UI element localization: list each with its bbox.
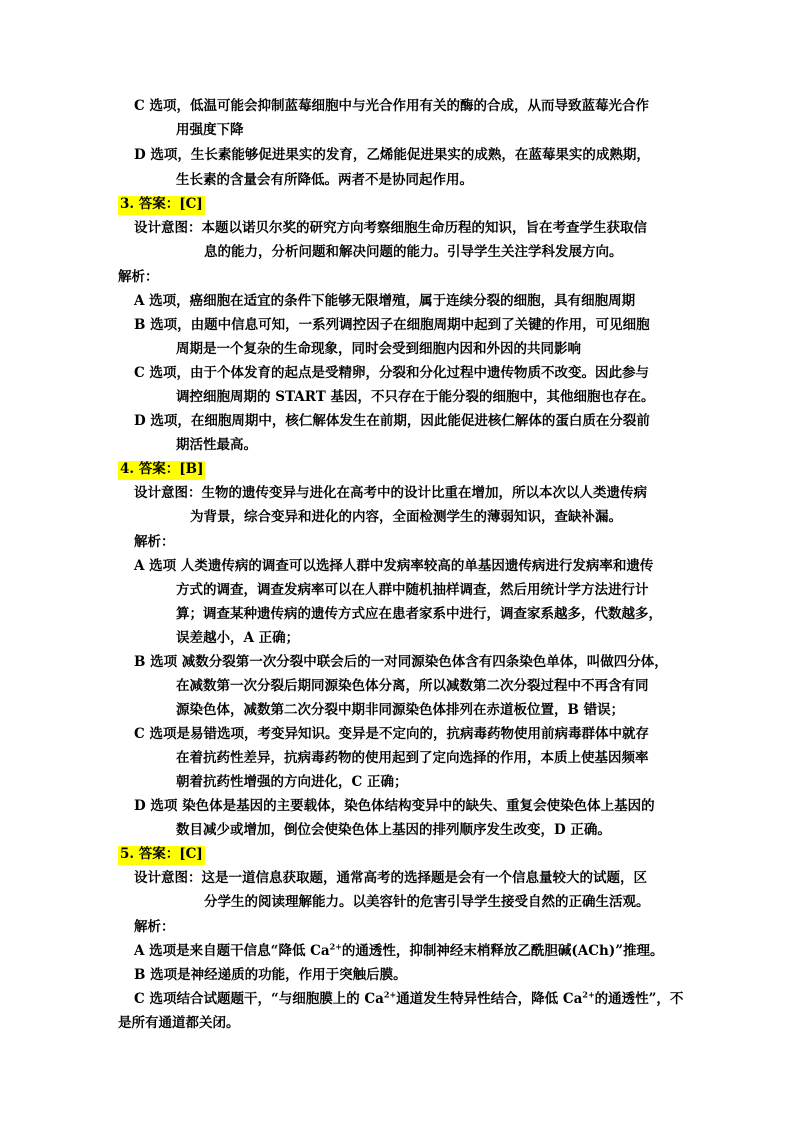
q3-analysis-label: 解析： xyxy=(118,269,159,285)
option-c-line2: 用强度下降 xyxy=(176,122,244,138)
q5-option-c-sup2: 2+ xyxy=(582,989,595,1000)
q4-option-b-line2: 在减数第一次分裂后期同源染色体分离，所以减数第二次分裂过程中不再含有同 xyxy=(176,678,649,694)
q5-option-c-part3: 的通透性”，不 xyxy=(594,991,684,1007)
option-d-line2: 生长素的含量会有所降低。两者不是协同起作用。 xyxy=(176,172,473,188)
q3-option-b-line2: 周期是一个复杂的生命现象，同时会受到细胞内因和外因的共同影响 xyxy=(176,341,581,357)
q4-option-a-line3: 算；调查某种遗传病的遗传方式应在患者家系中进行，调查家系越多，代数越多， xyxy=(176,606,662,622)
q5-answer: 5. 答案：[C] xyxy=(118,846,205,865)
q4-option-a-line1: A 选项 人类遗传病的调查可以选择人群中发病率较高的单基因遗传病进行发病率和遗传 xyxy=(134,558,654,574)
q5-design-line2: 分学生的阅读理解能力。以美容针的危害引导学生接受自然的正确生活观。 xyxy=(204,894,650,910)
q5-option-c-part2: 通道发生特异性结合，降低 Ca xyxy=(396,991,583,1007)
q3-answer: 3. 答案：[C] xyxy=(118,196,205,215)
q5-design-line1: 设计意图：这是一道信息获取题，通常高考的选择题是会有一个信息量较大的试题，区 xyxy=(134,870,647,886)
q3-option-d-line1: D 选项，在细胞周期中，核仁解体发生在前期，因此能促进核仁解体的蛋白质在分裂前 xyxy=(134,413,650,429)
q5-option-c-line2: 是所有通道都关闭。 xyxy=(118,1015,240,1031)
q5-option-c-line1 xyxy=(134,989,684,1007)
q5-option-c-sup1: 2+ xyxy=(383,989,397,1000)
q3-option-b-line1: B 选项，由题中信息可知，一系列调控因子在细胞周期中起到了关键的作用，可见细胞 xyxy=(134,317,650,333)
q5-option-b: B 选项是神经递质的功能，作用于突触后膜。 xyxy=(134,967,407,983)
q5-analysis-label: 解析： xyxy=(134,919,175,935)
q4-design-line1: 设计意图：生物的遗传变异与进化在高考中的设计比重在增加，所以本次以人类遗传病 xyxy=(134,485,647,501)
option-d-line1: D 选项，生长素能够促进果实的发育，乙烯能促进果实的成熟，在蓝莓果实的成熟期， xyxy=(134,147,650,163)
q4-option-d-line1: D 选项 染色体是基因的主要载体，染色体结构变异中的缺失、重复会使染色体上基因的 xyxy=(134,798,655,814)
q3-option-d-line2: 期活性最高。 xyxy=(176,437,257,453)
q4-option-a-line2: 方式的调查，调查发病率可以在人群中随机抽样调查，然后用统计学方法进行计 xyxy=(176,582,649,598)
q5-option-a-after: 的通透性，抑制神经末梢释放乙酰胆碱(ACh)”推理。 xyxy=(341,943,664,959)
q4-analysis-label: 解析： xyxy=(134,534,175,550)
q4-option-a-line4: 误差越小，A 正确； xyxy=(176,630,300,646)
option-c-line1: C 选项，低温可能会抑制蓝莓细胞中与光合作用有关的酶的合成，从而导致蓝莓光合作 xyxy=(134,98,649,114)
q5-option-a-sup: 2+ xyxy=(329,941,342,952)
q4-option-c-line1: C 选项是易错选项，考变异知识。变异是不定向的，抗病毒药物使用前病毒群体中就存 xyxy=(134,726,649,742)
q4-option-c-line3: 朝着抗药性增强的方向进化，C 正确； xyxy=(176,774,408,790)
q4-option-d-line2: 数目减少或增加，倒位会使染色体上基因的排列顺序发生改变，D 正确。 xyxy=(176,822,611,838)
q4-option-b-line3: 源染色体，减数第二次分裂中期非同源染色体排列在赤道板位置，B 错误； xyxy=(176,702,625,718)
q3-design-line2: 息的能力，分析问题和解决问题的能力。引导学生关注学科发展方向。 xyxy=(204,244,623,260)
q3-option-c-line1: C 选项，由于个体发育的起点是受精卵，分裂和分化过程中遗传物质不改变。因此参与 xyxy=(134,365,649,381)
q3-option-a: A 选项，癌细胞在适宜的条件下能够无限增殖，属于连续分裂的细胞，具有细胞周期 xyxy=(134,293,636,309)
q5-option-c-part1: C 选项结合试题题干，“与细胞膜上的 Ca xyxy=(134,991,384,1007)
q4-option-c-line2: 在着抗药性差异，抗病毒药物的使用起到了定向选择的作用，本质上使基因频率 xyxy=(176,750,649,766)
q3-option-c-line2: 调控细胞周期的 START 基因，不只存在于能分裂的细胞中，其他细胞也存在。 xyxy=(176,389,655,405)
q4-design-line2: 为背景，综合变异和进化的内容，全面检测学生的薄弱知识，查缺补漏。 xyxy=(190,509,622,525)
q3-design-line1: 设计意图：本题以诺贝尔奖的研究方向考察细胞生命历程的知识，旨在考查学生获取信 xyxy=(134,220,647,236)
q5-option-a-before: A 选项是来自题干信息“降低 Ca xyxy=(134,943,330,959)
q4-answer: 4. 答案：[B] xyxy=(118,461,205,480)
q4-option-b-line1: B 选项 减数分裂第一次分裂中联会后的一对同源染色体含有四条染色单体，叫做四分体， xyxy=(134,654,668,670)
q5-option-a xyxy=(134,941,664,959)
